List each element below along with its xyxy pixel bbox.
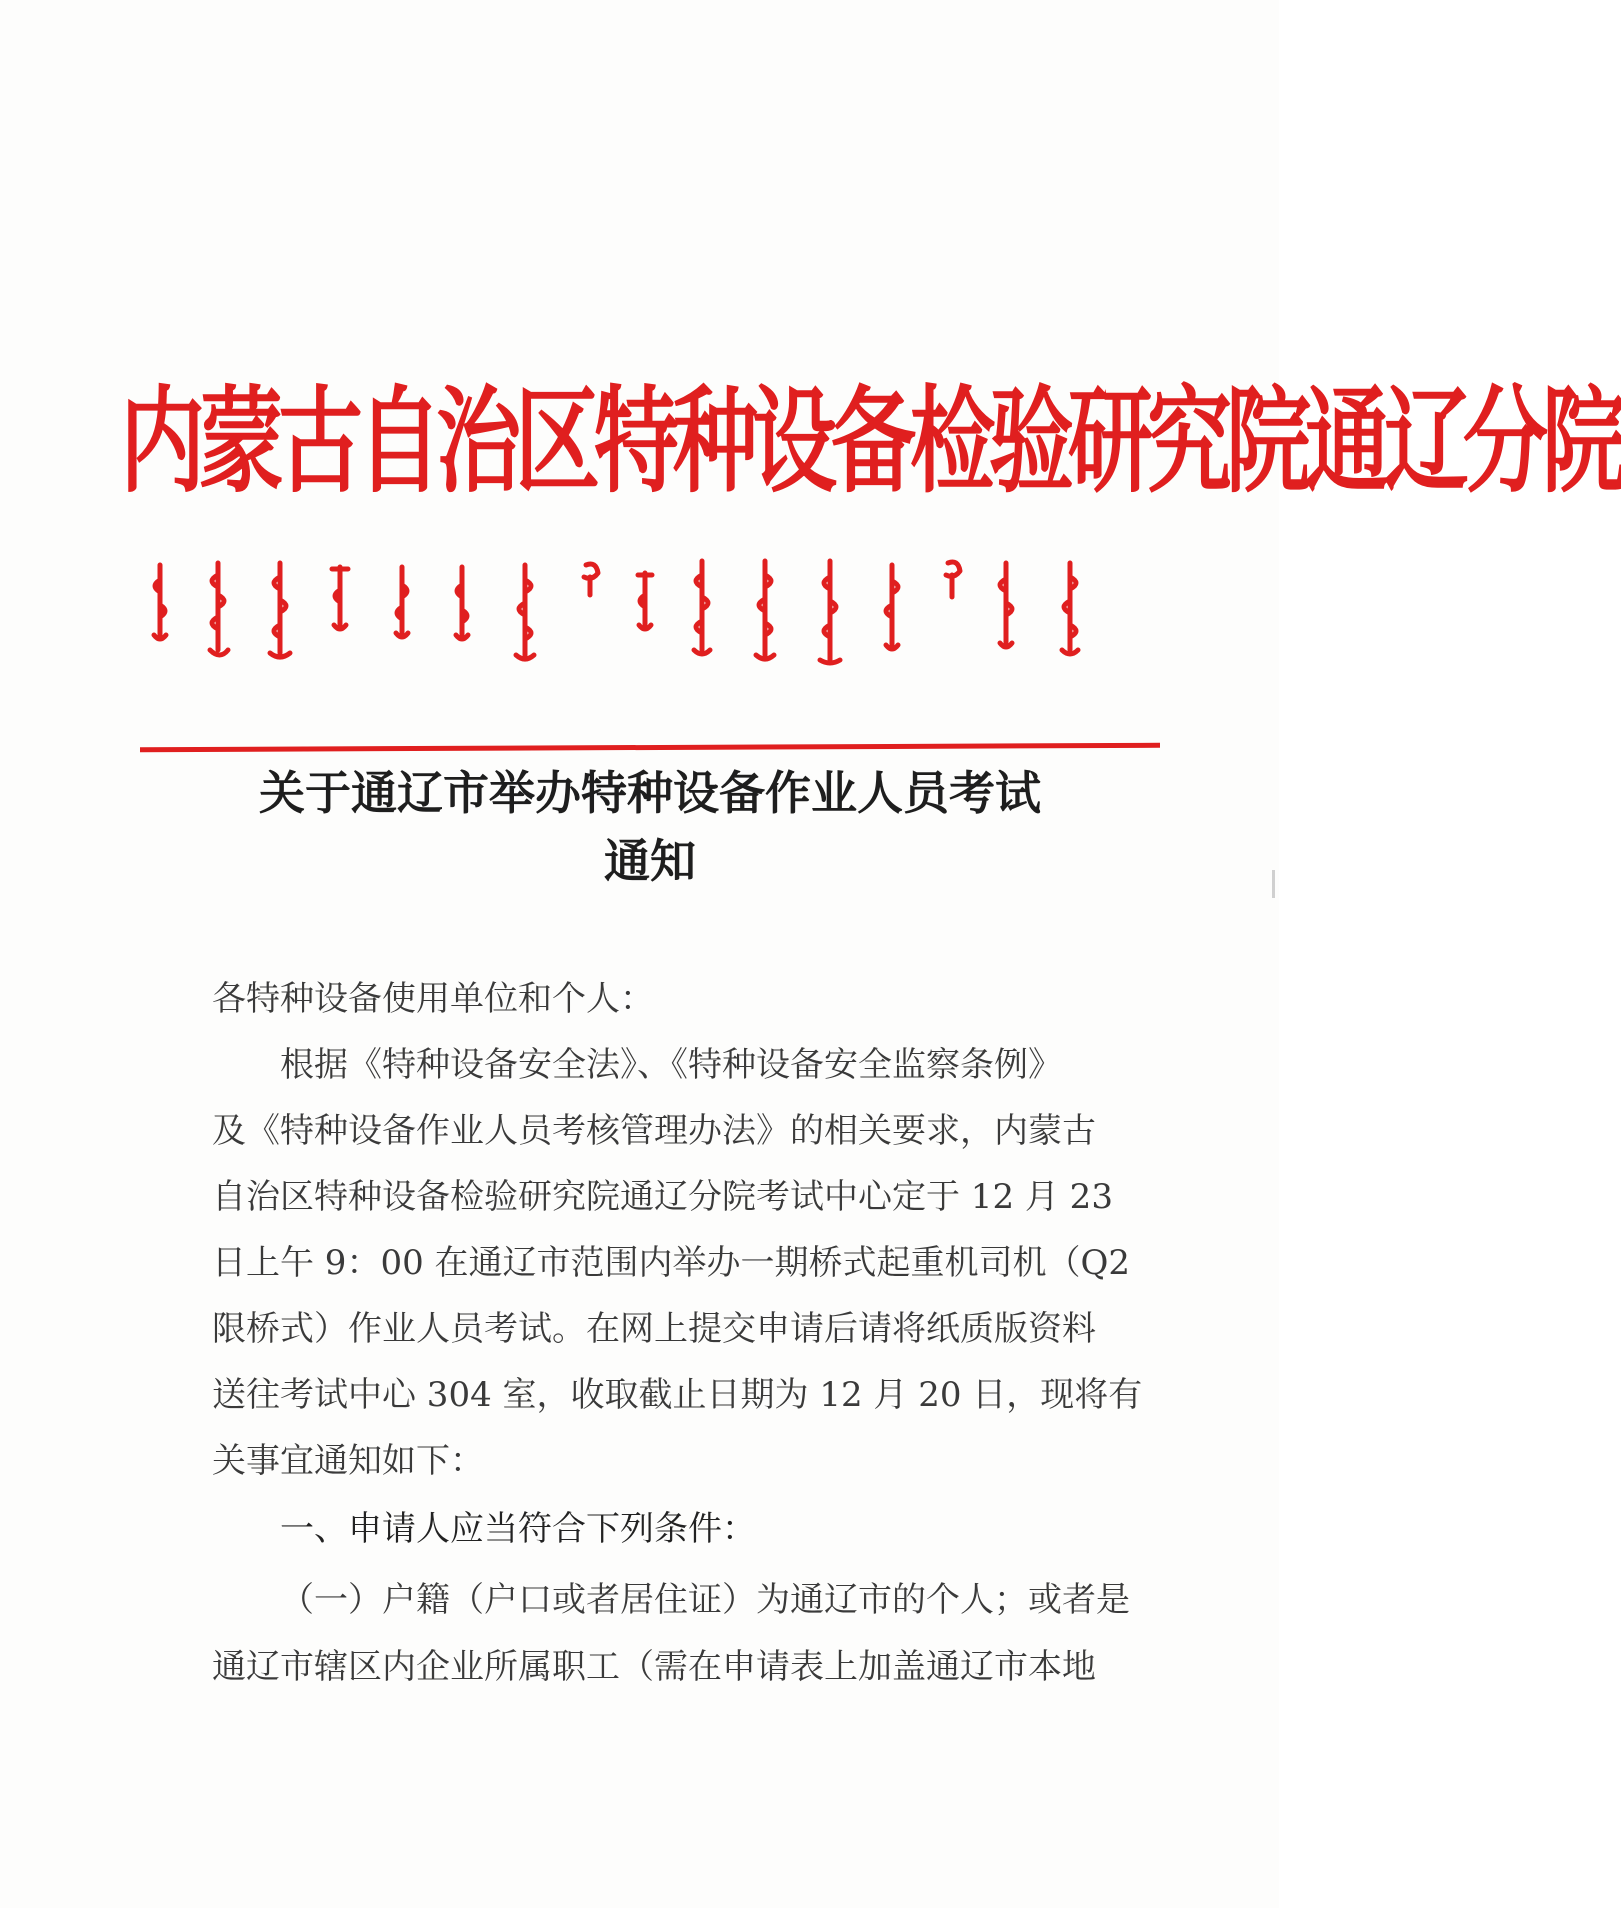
document-title-line-2: 通知 (604, 834, 696, 888)
salutation: 各特种设备使用单位和个人： (212, 979, 654, 1019)
paragraph-1-line: 限桥式）作业人员考试。在网上提交申请后请将纸质版资料 (212, 1309, 1096, 1349)
section-1-item-1-line: 通辽市辖区内企业所属职工（需在申请表上加盖通辽市本地 (212, 1647, 1096, 1687)
mongolian-script-logo (140, 555, 1150, 665)
paragraph-1-line: 自治区特种设备检验研究院通辽分院考试中心定于 12 月 23 (212, 1177, 1113, 1217)
paragraph-1-line: 日上午 9：00 在通辽市范围内举办一期桥式起重机司机（Q2 (212, 1243, 1131, 1283)
paragraph-1-line: 关事宜通知如下： (212, 1441, 484, 1481)
letterhead-org-name: 内蒙古自治区特种设备检验研究院通辽分院 (120, 374, 1621, 510)
section-1-heading: 一、申请人应当符合下列条件： (280, 1509, 756, 1549)
section-1-item-1-line: （一）户籍（户口或者居住证）为通辽市的个人；或者是 (280, 1580, 1130, 1620)
paragraph-1-line: 及《特种设备作业人员考核管理办法》的相关要求，内蒙古 (212, 1111, 1096, 1151)
document-title-line-1: 关于通辽市举办特种设备作业人员考试 (259, 766, 1041, 820)
paragraph-1-line: 根据《特种设备安全法》、《特种设备安全监察条例》 (280, 1045, 1062, 1085)
letterhead-red-rule (140, 743, 1160, 752)
paragraph-1-line: 送往考试中心 304 室，收取截止日期为 12 月 20 日，现将有 (212, 1375, 1143, 1415)
scan-edge-mark (1272, 870, 1275, 898)
